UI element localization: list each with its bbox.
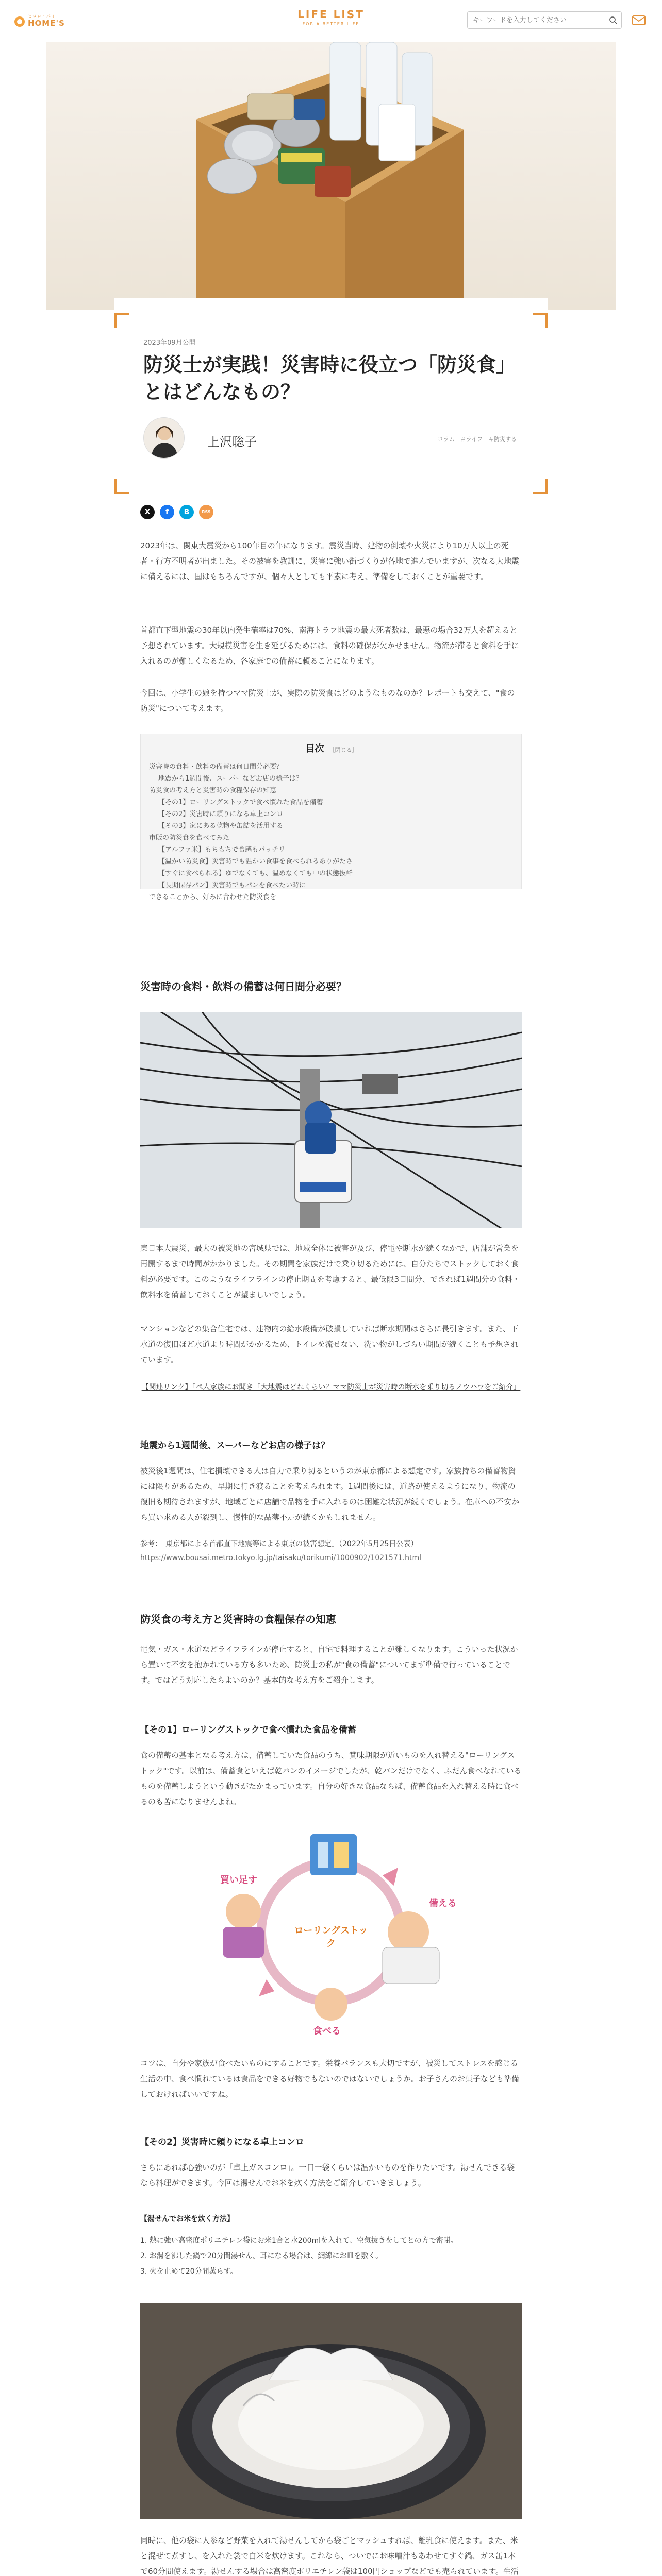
section-heading-rolling: 【その1】ローリングストックで食べ慣れた食品を備蓄: [140, 1725, 356, 1735]
related-link[interactable]: 【関連リンク】「ぺ人家族にお聞き「大地震はどれくらい？ママ防災士が災害時の断水を乗り切るノウハウをご紹介」: [141, 1383, 521, 1392]
x-share-icon[interactable]: X: [140, 505, 155, 519]
toc-item[interactable]: 災害時の食料・飲料の備蓄は何日間分必要？: [149, 763, 284, 771]
rice-bag-pot-photo: [140, 2303, 522, 2519]
article-title: 防災士が実践！災害時に役立つ「防災食」とはどんなもの？: [143, 353, 516, 404]
stove-paragraph-1: さらにあれば心強いのが「卓上ガスコンロ」。一日一袋くらいは温かいものを作りたいです。湯せんできる袋なら料理ができます。今回は湯せんでお米を炊く方法をご紹介していきましょう。: [140, 2163, 515, 2188]
toc-item[interactable]: 【温かい防災食】災害時でも温かい食事を食べられるありがたさ: [158, 858, 353, 866]
rolling-stock-illustration: [140, 1819, 522, 2040]
utility-pole-photo: [140, 1012, 522, 1228]
toc-item[interactable]: 【すぐに食べられる】ゆでなくても、温めなくても中の状態抜群: [158, 870, 353, 877]
article-tags[interactable]: コラム ＃ライフ ＃防災する: [437, 436, 517, 443]
table-of-contents: [140, 734, 522, 901]
toc-item[interactable]: できることから、好みに合わせた防災食を: [149, 893, 277, 901]
rice-step-3: 3. 火を止めて20分間蒸らす。: [140, 2267, 238, 2276]
section-heading-wisdom: 防災食の考え方と災害時の食糧保存の知恵: [140, 1613, 336, 1625]
hatena-share-icon[interactable]: B: [179, 505, 194, 519]
intro-paragraph-2: 首都直下型地震の30年以内発生確率は70%、南海トラフ地震の最大死者数は、最悪の場合32万人を超えると予想されています。大規模災害を生き延びるためには、食料の確保が欠かせません。物流が滞ると食料を手に入れるのが難しくなるため、各家庭での備蓄に頼ることになります。: [140, 625, 519, 666]
power-line-worker-image: [140, 1012, 522, 1228]
rss-icon[interactable]: RSS: [199, 505, 213, 519]
author-name[interactable]: 上沢聡子: [207, 435, 257, 449]
rice-step-1: 1. 熱に強い高密度ポリエチレン袋にお米1合と水200mlを入れて、空気抜きをしてとの方で密閉。: [140, 2236, 458, 2245]
toc-toggle-button[interactable]: ［閉じる］: [329, 747, 358, 753]
facebook-share-icon[interactable]: f: [160, 505, 174, 519]
week-paragraph: 被災後1週間は、住宅損壊できる人は自力で乗り切るというのが東京都による想定です。家族持ちの備蓄物資には限りがあるため、早期に行き渡ることを考えられます。1週間後には、道路が使えるようになり、物流の復旧も期待されますが、地域ごとに店舗で品物を手に入れるのは困難な状況が続くでしょう。在庫への不安から買い求める人が殺到し、慢性的な品薄不足が続くかもしれません。: [140, 1466, 520, 1522]
search-box: [467, 11, 622, 29]
rolling-label-prepare: 備える: [429, 1898, 457, 1909]
stock-paragraph-2: マンションなどの集合住宅では、建物内の給水設備が破損していれば断水期間はさらに長引きます。また、下水道の復旧ほど水道より時間がかかるため、トイレを流せない、洗い物がしづらい期間が続くことも予想されています。: [140, 1324, 519, 1364]
lifelist-logo-text: LIFE LIST: [297, 8, 365, 21]
rolling-label-eat: 食べる: [313, 2026, 341, 2037]
emergency-food-box-image: [175, 42, 485, 310]
author-portrait-icon: [144, 418, 185, 459]
rice-step-2: 2. お湯を沸した鍋で20分間湯せん。耳になる場合は、網綿にお皿を敷く。: [140, 2252, 383, 2260]
article-title-card: [114, 298, 548, 494]
rolling-label-center: ローリングストック: [294, 1925, 368, 1950]
lifelist-logo[interactable]: [279, 8, 383, 26]
corner-bracket: [114, 313, 129, 328]
rolling-label-buy: 買い足す: [220, 1875, 257, 1886]
toc-item[interactable]: 地震から1週間後、スーパーなどお店の様子は？: [158, 775, 303, 783]
week-reference: 参考：「東京都による首都直下地震等による東京の被害想定」（2022年5月25日公表）: [140, 1540, 418, 1548]
rice-method-heading: 【湯せんでお米を炊く方法】: [140, 2215, 234, 2223]
homes-logo-sup: ヒロロ・バイ: [28, 14, 56, 19]
toc-item[interactable]: 【アルファ米】もちもちで食感もバッチリ: [158, 846, 286, 854]
site-header: [0, 0, 662, 42]
toc-heading: [141, 741, 522, 755]
toc-item[interactable]: 【その2】災害時に頼りになる卓上コンロ: [158, 810, 284, 818]
stock-paragraph-1: 東日本大震災、最大の被災地の宮城県では、地域全体に被害が及び、停電や断水が続くなかで、店舗が営業を再開するまで時間がかかりました。その期間を家族だけで乗り切るためには、自分たちでストックしておく食料が必要です。このようなライフラインの停止期間を考慮すると、最低限3日間分、できれば1週間分の食料・飲料水を備蓄しておくことが望ましいでしょう。: [140, 1244, 520, 1299]
toc-item[interactable]: 市販の防災食を食べてみた: [149, 834, 230, 842]
toc-item[interactable]: 【その3】家にある乾物や缶詰を活用する: [158, 822, 284, 830]
toc-title: 目次: [305, 743, 324, 754]
section-heading-week: 地震から1週間後、スーパーなどお店の様子は？: [140, 1440, 330, 1451]
intro-paragraph-1: 2023年は、関東大震災から100年目の年になります。震災当時、建物の倒壊や火災により10万人以上の死者・行方不明者が出ました。その被害を教訓に、災害に強い街づくりが各地で進んでいますが、次なる大地震に備えるには、国はもちろんですが、個々人としても平素に考え、準備をしておくことが重要です。: [140, 541, 520, 581]
publish-date: 2023年09月公開: [143, 339, 196, 347]
rice-in-bag-image: [140, 2303, 522, 2519]
rolling-paragraph-2: コツは、自分や家族が食べたいものにすることです。栄養バランスも大切ですが、被災してストレスを感じる生活の中、食べ慣れているは食品をできる好物でもないのではないでしょうか。お子さんのお菓子なども準備しておければいいですね。: [140, 2059, 520, 2099]
mail-icon[interactable]: [632, 14, 646, 26]
homes-logo-mark-icon: [14, 16, 25, 27]
search-icon[interactable]: [609, 16, 617, 24]
corner-bracket: [533, 313, 548, 328]
toc-item[interactable]: 防災食の考え方と災害時の食糧保存の知恵: [149, 787, 277, 794]
wisdom-paragraph: 電気・ガス・水道などライフラインが停止すると、自宅で料理することが難しくなります。こういった状況から置いて不安を抱かれている方も多いため、防災士の私が"食の備蓄"についてまず準備で行っていることです。ではどう対応したらよいのか？基本的な考え方をご紹介します。: [140, 1645, 518, 1685]
stove-paragraph-2: 同時に、他の袋に人参など野菜を入れて湯せんしてから袋ごとマッシュすれば、離乳食に使えます。また、米と混ぜて煮すし、を入れた袋で白米を炊けます。これなら、ついでにお味噌汁もあわせてすぐ鍋、ガス缶1本で60分間使えます。湯せんする場合は高密度ポリエチレン袋は100円ショップなどでも売られています。生活: [140, 2536, 519, 2576]
hero-image: [46, 42, 616, 310]
author-avatar[interactable]: [143, 417, 185, 459]
toc-item[interactable]: 【その1】ローリングストックで食べ慣れた食品を備蓄: [158, 799, 323, 806]
lifelist-logo-sub: FOR A BETTER LIFE: [302, 22, 360, 26]
homes-logo-text: HOME'S: [28, 19, 65, 28]
homes-logo[interactable]: [14, 13, 81, 29]
search-input[interactable]: [473, 12, 602, 28]
section-heading-stove: 【その2】災害時に頼りになる卓上コンロ: [140, 2137, 304, 2147]
corner-bracket: [533, 479, 548, 494]
intro-paragraph-3: 今回は、小学生の娘を持つママ防災士が、実際の防災食はどのようなものなのか？レポートも交えて、"食の防災"について考えます。: [140, 688, 515, 713]
rolling-paragraph-1: 食の備蓄の基本となる考え方は、備蓄していた食品のうち、賞味期限が近いものを入れ替える"ローリングストック"です。以前は、備蓄食といえば乾パンのイメージでしたが、乾パンだけでなく、ふだん食べなれているものを備蓄しようという動きがたかまっています。自分の好きな食品ならば、備蓄食品を入れ替える時に食べるのも苦になりませんよね。: [140, 1751, 522, 1806]
toc-item[interactable]: 【長期保存パン】災害時でもパンを食べたい時に: [158, 882, 306, 889]
section-heading-stock: 災害時の食料・飲料の備蓄は何日間分必要？: [140, 980, 346, 993]
toc-list: [149, 761, 510, 903]
reference-url-link[interactable]: https://www.bousai.metro.tokyo.lg.jp/taisaku/torikumi/1000902/1021571.html: [140, 1554, 421, 1562]
corner-bracket: [114, 479, 129, 494]
